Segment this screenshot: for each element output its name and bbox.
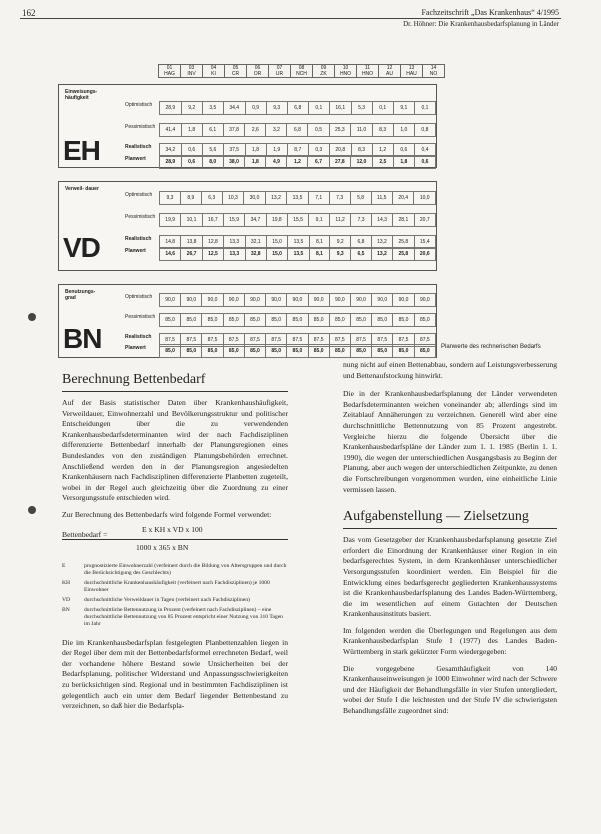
table-cell: 20,6 [414,248,435,261]
page-number: 162 [22,8,36,18]
table-cell: 8,0 [202,156,223,169]
column-header: 03 INV [181,65,203,78]
table-cell: 6,1 [202,124,223,137]
table-cell: 8,3 [351,144,372,157]
table-cell: 85,0 [308,314,329,327]
table-row [159,313,436,327]
table-cell: 0,8 [414,124,435,137]
table-cell: 85,0 [350,314,371,327]
table-cell: 12,5 [202,248,223,261]
table-cell: 13,5 [288,248,309,261]
table-cell: 87,5 [160,334,181,347]
eh-block-label: Einweisungs- häufigkeit [65,89,98,101]
bn-block-label: Benutzungs- grad [65,289,96,301]
table-cell: 85,0 [244,345,265,358]
table-cell: 87,5 [414,334,435,347]
table-cell: 87,5 [372,334,393,347]
table-cell: 28,1 [393,214,414,227]
table-cell: 85,0 [350,345,371,358]
definition-key: BN [62,606,70,613]
table-cell: 85,0 [414,314,435,327]
table-cell: 19,9 [160,214,181,227]
punch-hole [28,313,36,321]
table-cell: 2,6 [245,124,266,137]
article-running-title: Dr. Höhner: Die Krankenhausbedarfsplanung in Länder [403,20,559,28]
table-cell: 37,8 [223,124,245,137]
table-cell: 2,5 [372,156,393,169]
row-label: Optimistisch [125,102,153,108]
table-cell: 5,3 [351,102,372,115]
heading-rule [62,391,288,392]
column-header: 12 AU [379,65,401,78]
table-cell: 90,0 [372,294,393,307]
table-cell: 30,0 [244,192,266,205]
table-cell: 13,2 [371,248,392,261]
row-label: Realistisch [125,334,152,340]
formula-lhs: Bettenbedarf = [62,529,108,539]
heading-aufgabenstellung: Aufgabenstellung — Zielsetzung [343,509,529,525]
table-cell: 13,8 [181,236,202,249]
table-cell: 90,0 [266,294,287,307]
table-row [159,293,436,307]
table-cell: 15,5 [287,214,308,227]
table-cell: 87,5 [287,334,308,347]
header-rule [20,18,561,19]
table-cell: 3,2 [266,124,287,137]
table-cell: 85,0 [181,314,202,327]
table-cell: 85,0 [329,345,350,358]
right-column [343,360,557,717]
table-cell: 85,0 [223,314,244,327]
table-cell: 0,6 [181,156,202,169]
table-row [159,155,436,169]
table-cell: 20,4 [392,192,414,205]
table-cell: 32,8 [245,248,266,261]
table-cell: 16,7 [202,214,223,227]
table-cell: 90,0 [414,294,435,307]
row-label: Pessimistisch [125,124,156,130]
table-cell: 85,0 [181,345,202,358]
table-cell: 85,0 [287,314,308,327]
paragraph: Im folgenden werden die Überlegungen und Regelungen aus dem Krankenhausbedarfsplan Stufe I (1977) des Landes Baden-Württemberg in stark gekürzter Form wiedergegeben: [343,625,557,657]
heading-berechnung: Berechnung Bettenbedarf [62,372,206,387]
paragraph: Die im Krankenhausbedarfsplan festgelegten Planbettenzahlen liegen in der Regel über dem mit der Bettenbedarfsformel errechneten Bedarf, weil der vorhandene höhere Bestand sowie Unsicherheiten bei der Bedarfsplanung, politischer Widerstand und Anpassungsschwierigkeiten zu berücksichtigen sind. Regional und in bestimmten Fachdisziplinen ist gelegentlich auch ein unter dem Bedarf liegender Bettenbestand zu verzeichnen, so daß hier die Bedarfspla- [62,637,288,711]
table-cell: 7,3 [329,192,350,205]
table-cell: 0,6 [393,144,414,157]
bn-big-label: BN [63,323,102,354]
table-cell: 0,4 [414,144,435,157]
table-cell: 87,5 [244,334,265,347]
row-label: Pessimistisch [125,214,156,220]
table-cell: 12,8 [202,236,223,249]
formula-denominator: 1000 x 365 x BN [136,542,189,552]
bn-block [58,284,437,358]
table-cell: 1,8 [181,124,202,137]
table-cell: 15,9 [223,214,244,227]
left-column [62,372,288,712]
table-cell: 1,8 [245,156,266,169]
table-cell: 12,0 [351,156,373,169]
table-cell: 85,0 [393,345,414,358]
table-cell: 90,0 [329,294,350,307]
table-cell: 6,5 [351,248,372,261]
table-cell: 13,5 [288,236,309,249]
table-cell: 25,8 [393,248,414,261]
table-cell: 85,0 [202,345,223,358]
row-label: Realistisch [125,236,152,242]
row-label: Planwert [125,156,146,162]
table-cell: 41,4 [160,124,182,137]
table-cell: 1,8 [393,156,414,169]
table-cell: 8,3 [372,124,393,137]
table-cell: 85,0 [308,345,329,358]
table-cell: 6,3 [201,192,222,205]
table-footnote: Planwerte des rechnerischen Bedarfs [441,344,541,350]
table-cell: 34,7 [245,214,266,227]
table-cell: 15,4 [414,236,435,249]
paragraph: Das vom Gesetzgeber der Krankenhausbedarfsplanung gesetzte Ziel erfordert die Einordnung der Krankenhäuser einer Region in ein bedarfsgerechtes System, in dem Krankenhäuser unterschiedlicher Versorgungsstufen koordiniert werden. Ein Beispiel für die Entwicklung eines bedarfsgerecht gegliederten Krankenhaussystems ist die Krankenhausbedarfsplanung des Landes Baden-Württemberg, die im wesentlichen auf einem Gutachten der Deutschen Krankenhausinstituts basiert. [343,535,557,619]
column-header: 07 UR [269,65,291,78]
table-row [159,247,436,261]
paragraph: nung nicht auf einen Bettenabbau, sondern auf Leistungsverbesserung und Bettenaufstockung hinwirkt. [343,360,557,380]
table-cell: 7,3 [351,214,372,227]
vd-block [58,181,437,271]
table-cell: 85,0 [160,314,181,327]
formula-numerator: E x KH x VD x 100 [142,524,203,534]
table-cell: 9,2 [330,236,351,249]
table-cell: 19,8 [266,214,287,227]
table-cell: 32,1 [245,236,266,249]
column-header: 13 HAU [401,65,423,78]
table-cell: 9,3 [266,102,287,115]
table-cell: 90,0 [287,294,308,307]
table-cell: 28,9 [160,156,182,169]
table-cell: 13,2 [265,192,287,205]
table-row [159,213,436,227]
table-cell: 8,7 [287,144,308,157]
eh-big-label: EH [63,135,100,166]
table-cell: 20,8 [329,144,351,157]
table-cell: 9,3 [160,192,181,205]
formula-line [62,539,288,540]
definition-text: prognostizierte Einwohnerzahl (verfeinert durch die Bildung von Altersgruppen und durch die Berücksichtigung des Geschlechts) [84,562,287,576]
column-header: 04 KI [203,65,225,78]
row-label: Planwert [125,345,146,351]
table-cell: 6,7 [308,156,329,169]
table-cell: 90,0 [244,294,265,307]
table-cell: 87,5 [393,334,414,347]
definition-item [62,563,288,577]
table-cell: 85,0 [329,314,350,327]
table-cell: 0,1 [414,102,435,115]
definition-item [62,607,288,628]
table-cell: 1,2 [287,156,308,169]
formula-definitions [62,563,288,628]
table-cell: 20,7 [414,214,435,227]
table-cell: 38,0 [223,156,245,169]
definition-item [62,580,288,594]
table-cell: 8,1 [309,248,330,261]
table-cell: 15,0 [266,236,287,249]
column-header: 05 CR [225,65,247,78]
table-cell: 90,0 [181,294,202,307]
table-cell: 85,0 [160,345,181,358]
paragraph: Zur Berechnung des Bettenbedarfs wird folgende Formel verwendet: [62,509,272,519]
table-cell: 16,1 [329,102,351,115]
table-cell: 8,1 [309,236,330,249]
table-cell: 85,0 [372,314,393,327]
table-cell: 85,0 [244,314,265,327]
column-header: 06 OR [247,65,269,78]
row-label: Pessimistisch [125,314,156,320]
table-cell: 87,5 [350,334,371,347]
paragraph: Die in der Krankenhausbedarfsplanung der Länder verwendeten Bedarfsdeterminanten weichen voneinander ab; allerdings sind im Zeitablauf Annäherungen zu verzeichnen. Generell wird aber eine durchschnittliche Bettennutzung von 85 Prozent angestrebt. Vergleiche hierzu die folgende Übersicht über die Krankenhausbedarfspläne der Länder zum 1. 1. 1985 (Berlin 1. 1. 1990), die wegen der unterschiedlichen Ausgangsbasis zu Beginn der Planung, aber auch wegen der unterschiedlichen Zeitpunkte, zu denen die Fortschreibungen vorgenommen wurden, eine einheitliche Linie vermissen lassen. [343,389,557,494]
definition-item [62,597,288,604]
row-label: Realistisch [125,144,152,150]
table-row [159,344,436,358]
table-cell: 8,9 [180,192,201,205]
table-cell: 5,8 [350,192,371,205]
table-cell: 85,0 [393,314,414,327]
table-cell: 90,0 [350,294,371,307]
column-header: 08 NCH [291,65,313,78]
table-cell: 90,0 [223,294,244,307]
table-cell: 6,8 [351,236,372,249]
table-row [159,191,436,205]
table-cell: 14,8 [160,236,181,249]
table-cell: 1,9 [266,144,287,157]
table-cell: 6,8 [287,124,308,137]
table-cell: 85,0 [266,345,287,358]
table-cell: 9,3 [330,248,351,261]
vd-big-label: VD [63,232,100,263]
table-cell: 0,3 [308,144,329,157]
definition-text: durchschnittliche Krankenhaushäufigkeit (verfeinert nach Fachdisziplinen) je 1000 Einwohner [84,579,270,593]
table-cell: 1,2 [372,144,393,157]
table-cell: 85,0 [287,345,308,358]
table-cell: 87,5 [223,334,244,347]
row-label: Optimistisch [125,192,153,198]
table-cell: 15,0 [266,248,287,261]
table-cell: 9,1 [393,102,414,115]
column-header: 14 NO [423,65,445,78]
table-cell: 1,0 [393,124,414,137]
table-cell: 13,3 [224,248,245,261]
table-cell: 10,1 [181,214,202,227]
eh-block [58,84,437,168]
table-cell: 85,0 [372,345,393,358]
punch-hole [28,506,36,514]
row-label: Optimistisch [125,294,153,300]
table-cell: 85,0 [223,345,244,358]
table-cell: 14,6 [160,248,181,261]
table-cell: 14,3 [371,214,392,227]
column-header-row [158,64,445,78]
table-cell: 25,3 [329,124,351,137]
table-cell: 90,0 [160,294,181,307]
table-cell: 11,5 [371,192,392,205]
journal-title: Fachzeitschrift „Das Krankenhaus“ 4/1995 [421,8,559,17]
definition-text: durchschnittliche Bettennutzung in Prozent (verfeinert nach Fachdisziplinen) – eine durchschnittliche Bettennutzung von 85 Prozent entspricht einer Nutzung von 310 Tagen im Jahr [84,606,283,627]
table-row [159,101,436,115]
table-cell: 0,1 [308,102,329,115]
table-cell: 85,0 [202,314,223,327]
table-cell: 0,9 [245,102,266,115]
table-cell: 13,2 [371,236,392,249]
table-cell: 85,0 [266,314,287,327]
definition-key: KH [62,579,71,586]
table-cell: 87,5 [308,334,329,347]
table-cell: 90,0 [202,294,223,307]
table-cell: 9,2 [181,102,202,115]
table-cell: 25,8 [393,236,414,249]
paragraph: Auf der Basis statistischer Daten über Krankenhaushäufigkeit, Verweildauer, Einwohnerzahl und Bevölkerungsstruktur und politischer Entscheidungen über die zu verwendenden Krankenhausbedarfsdeterminanten wird der nach Fachdisziplinen differenzierte Bettenbedarf innerhalb der Planungsregionen eines Bundeslandes von den zuständigen Planungsbehörden errechnet. Anschließend werden den in der Planungsregion angesiedelten Krankenhäusern nach Fachdisziplinen differenzierte Planbetten zugeteilt, wobei in der Regel auch gleichzeitig über die Zuordnung zu einer Versorgungsstufe entschieden wird. [62,398,288,503]
table-cell: 0,1 [372,102,393,115]
table-cell: 13,5 [287,192,309,205]
paragraph: Die vorgegebene Gesamthäufigkeit von 140 Krankenhauseinweisungen je 1000 Einwohner wird nach der Schwere und der Häufigkeit der Behandlungsfälle in vier Stufen untergliedert, wobei der Stufe I die leichtesten und der Stufe IV die schwierigsten Behandlungsfälle zugeordnet sind: [343,663,557,716]
table-cell: 37,5 [223,144,245,157]
definition-text: durchschnittliche Verweildauer in Tagen (verfeinert nach Fachdisziplinen) [84,596,250,603]
vd-block-label: Verweil- dauer [65,186,99,192]
table-row [159,123,436,137]
table-cell: 6,8 [287,102,308,115]
table-cell: 11,2 [329,214,350,227]
table-cell: 90,0 [393,294,414,307]
row-label: Planwert [125,248,146,254]
definition-key: VD [62,596,71,603]
table-cell: 87,5 [329,334,350,347]
table-cell: 9,1 [309,214,330,227]
formula [62,525,288,563]
definition-key: E [62,562,66,569]
table-cell: 27,8 [329,156,351,169]
table-cell: 10,3 [222,192,244,205]
heading-rule [343,528,557,529]
table-cell: 26,7 [181,248,202,261]
table-cell: 0,6 [414,156,435,169]
table-cell: 4,9 [266,156,287,169]
column-header: 11 HNO [357,65,379,78]
table-cell: 87,5 [202,334,223,347]
table-cell: 7,1 [308,192,329,205]
table-cell: 85,0 [414,345,435,358]
table-cell: 11,0 [351,124,373,137]
table-cell: 0,6 [181,144,202,157]
table-cell: 1,8 [245,144,266,157]
column-header: 09 ZK [313,65,335,78]
table-cell: 28,9 [160,102,182,115]
table-cell: 13,3 [224,236,245,249]
table-cell: 5,6 [202,144,223,157]
table-cell: 0,5 [308,124,329,137]
column-header: 01 HAG [159,65,181,78]
table-cell: 90,0 [308,294,329,307]
table-cell: 10,0 [414,192,436,205]
table-cell: 87,5 [181,334,202,347]
table-cell: 3,5 [202,102,223,115]
table-cell: 34,4 [223,102,245,115]
table-cell: 87,5 [266,334,287,347]
table-cell: 34,2 [160,144,182,157]
column-header: 10 HNO [335,65,357,78]
